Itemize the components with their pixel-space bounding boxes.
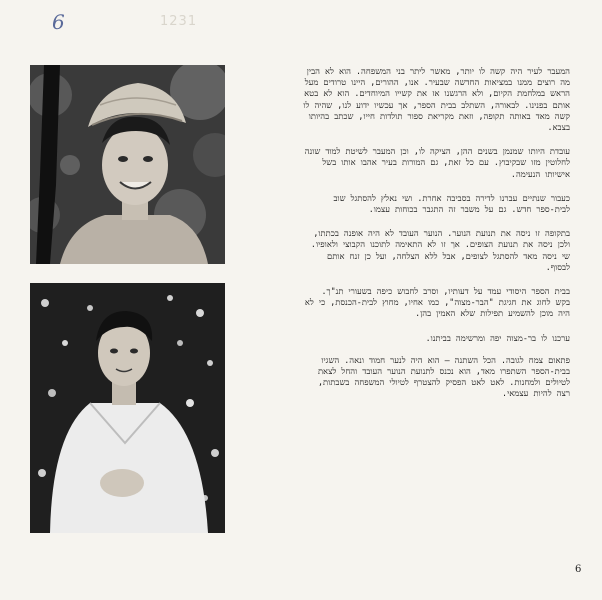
paragraph-growth-spurt: פתאום צמח לגובה. הכל השתנה — הוא היה לנער חמוד ונאה. השגיו בבית-הספר השתפרו מאד, הוא נכנס לתנועת הנוער העובד והחל לצאת לטיולים ולמחנות. לאט לאט הפסיק להצטרף לטיולי המשפחה בשבתות, רצה להיות עצמאי.	[317, 354, 570, 399]
photo-boy-white-shirt-image	[30, 283, 225, 533]
paragraph-bar-mitzvah: ערכנו לו בר-מצוה יפה ומרשימה בביתנו.	[425, 332, 570, 343]
page-number: 6	[575, 564, 582, 575]
photo-boy-straw-hat	[30, 65, 225, 264]
photo-boy-straw-hat-image	[30, 65, 225, 264]
paragraph-chubby-years: עובדת היותו שמנמן בשנים ההן, הציקה לו, וכן המעבר לשיטת למוד שונה לחלוטין מזו שבקיבוץ. עם כל זאת, גם המורות בעיר אהבו אותו בשל אישיותו הנעימה.	[304, 146, 570, 179]
handwritten-page-number: 6	[52, 10, 65, 34]
paragraph-youth-movement: בתקופה זו ניסה את תנועת הנוער. הנוער העובד לא היה אופנה בכתתו, ולכן ניסה את תנועת הצופים. אך זו לא התאימה לתוכנו הקבוצי ולאופיו. שי ניסה מאד להסתגל לצופים, אבל ללא הצלחה, ועל כן זנח אותם לבסוף.	[310, 228, 570, 272]
paragraph-new-neighborhood: כעבור שנתיים עברנו לדירה בסביבה אחרת. ושי נאלץ להסתגל שוב לבית-ספר חדש. גם על משבר זה התגבר בכוחות עצמו.	[333, 192, 570, 215]
memorial-text-column	[302, 66, 570, 413]
faint-bleed-through-mark: 1231	[160, 14, 198, 29]
paragraph-elementary-school: בבית הספר היסודי עמד על דעותיו, וסרב לחבוש כיפה בשעורי תנ"ך. בקש לחוג את חגיגת "הבר-מצוה", כמו אחיו, מחוץ לבית-הכנסת, כי לא היה מוכן להשמיע תפילות שלא האמין בהן.	[304, 286, 570, 319]
paragraph-move-to-city: המעבר לעיר היה קשה לו יותר, מאשר ליתר בני המשפחה. הוא לא הבין מה רוצים ממנו במציאות החדשה שבעיר. אנו, ההורים, היינו טרודים מעל הראש במלחמת הקיום, ולא הרגשנו אז את קשייו המיוחדים. הוא לא בטא אותם בפנינו. לבאורה, השתלב בבית הספר, אך עכשיו ידוע לנו, שהיה לו קשה מאד באותה תקופה, וזאת מקריאת ספור תולדות חייו, שכתב בהיותו בצבא.	[303, 66, 570, 133]
photo-boy-white-shirt	[30, 283, 225, 533]
